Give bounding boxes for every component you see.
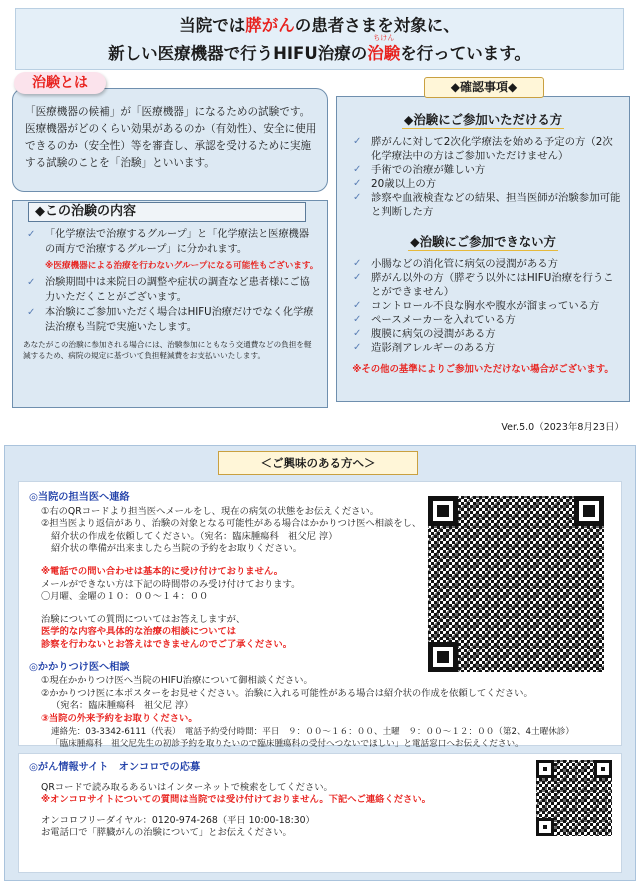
text-line: 「臨床腫瘍科 祖父尼先生の初診予約を取りたいので臨床腫瘍科の受付へつないでほしい」と電話窓口へお伝えください。: [51, 739, 524, 750]
text-line: 連絡先：03-3342-6111（代表） 電話予約受付時間：平日 ９：００〜１６：００、土曜 ９：００〜１２：００（第2、4土曜休診）: [51, 726, 574, 737]
trial-content-list: [23, 227, 319, 257]
trial-content-list-2: [23, 275, 319, 335]
group-note: ※医療機器による治療を行わないグループになる可能性もございます。: [45, 261, 319, 271]
definition-text: 「医療機器の候補」が「医療機器」になるための試験です。医療機器がどのくらい効果があるのか（有効性）、安全に使用できるのか（安全性）等を審査し、承認を受けるために実施する試験のことを「治験」といいます。: [25, 106, 317, 169]
text-line: 治験についての質問についてはお答えしますが、: [41, 613, 246, 625]
text-line: オンコロフリーダイヤル：0120-974-268（平日 10:00-18:30）: [41, 814, 315, 826]
oncolo-card: [18, 753, 622, 873]
text-line: メールができない方は下記の時間帯のみ受け付けております。: [41, 578, 301, 590]
list-item: ✓ 腹膜に病気の浸潤がある方: [343, 327, 623, 341]
consult-warning: 医学的な内容や具体的な治療の相談については: [41, 626, 237, 638]
eligible-list: [343, 135, 623, 219]
check-items-box: [336, 96, 630, 402]
list-item: ✓ 造影剤アレルギーのある方: [343, 341, 623, 355]
trial-content-heading: ◆この治験の内容: [28, 202, 306, 222]
eligible-heading: ◆治験にご参加いただける方: [403, 112, 563, 127]
text-line: ②かかりつけ医に本ポスターをお見せください。治験に入れる可能性がある場合は紹介状の作成を依頼してください。: [41, 687, 533, 699]
check-items-tag: ◆確認事項◆: [424, 77, 544, 98]
text-line: （宛名：臨床腫瘍科 祖父尼 淳）: [51, 700, 194, 712]
definition-box: [12, 88, 328, 192]
list-item: ✓ ペースメーカーを入れている方: [343, 313, 623, 327]
appointment-note: ③当院の外来予約をお取りください。: [41, 712, 198, 724]
list-item: ✓ 本治験にご参加いただく場合はHIFU治療だけでなく化学療法治療も当院で実施いたします。: [23, 305, 319, 335]
text-line: お電話口で「膵臓がんの治験について」とお伝えください。: [41, 827, 292, 839]
section-heading: ◎がん情報サイト オンコロでの応募: [29, 762, 201, 773]
text-line: ②担当医より返信があり、治験の対象となる可能性がある場合はかかりつけ医へ相談をし、: [41, 518, 422, 530]
expense-note: あなたがこの治験に参加される場合には、治験参加にともなう交通費などの負担を軽減するため、病院の規定に基づいて負担軽減費をお支払いいたします。: [23, 340, 312, 360]
title-line-1: 当院では膵がんの患者さまを対象に、: [179, 16, 460, 35]
text-line: 〇月曜、金曜の１０：００〜１４：００: [41, 591, 209, 603]
oncolo-warning: ※オンコロサイトについての質問は当院では受け付けておりません。下記へご連絡ください。: [41, 794, 431, 806]
title-ruby-word: ちけん 治験: [367, 34, 401, 63]
list-item: ✓ 「化学療法で治療するグループ」と「化学療法と医療機器の両方で治療するグループ」に分かれます。: [23, 227, 319, 257]
list-item: ✓ 膵がんに対して2次化学療法を始める予定の方（2次化学療法中の方はご参加いただけません）: [343, 135, 623, 163]
section-heading: ◎かかりつけ医へ相談: [29, 661, 130, 673]
list-item: ✓ 手術での治療が難しい方: [343, 163, 623, 177]
list-item: ✓ 診察や血液検査などの結果、担当医師が治験参加可能と判断した方: [343, 191, 623, 219]
list-item: ✓ 膵がん以外の方（膵ぞう以外にはHIFU治療を行うことができません）: [343, 271, 623, 299]
interest-heading: ＜ご興味のある方へ＞: [218, 451, 418, 475]
version-label: Ver.5.0（2023年8月23日）: [501, 422, 624, 433]
title-banner: [15, 8, 624, 70]
list-item: ✓ コントロール不良な胸水や腹水が溜まっている方: [343, 299, 623, 313]
list-item: ✓ 小腸などの消化管に病気の浸潤がある方: [343, 257, 623, 271]
list-item: ✓ 20歳以上の方: [343, 177, 623, 191]
section-heading: ◎当院の担当医へ連絡: [29, 492, 130, 503]
ineligible-list: [343, 257, 623, 355]
other-criteria-note: ※その他の基準によりご参加いただけない場合がございます。: [352, 364, 614, 375]
text-line: QRコードで読み取るあるいはインターネットで検索をしてください。: [41, 781, 333, 793]
doctor-qr-code[interactable]: [428, 496, 604, 672]
consult-warning: 診察を行わないとお答えはできませんのでご了承ください。: [41, 638, 293, 650]
list-item: ✓ 治験期間中は来院日の調整や症状の調査など患者様にご協力いただくことがございます。: [23, 275, 319, 305]
phone-warning: ※電話での問い合わせは基本的に受け付けておりません。: [41, 565, 284, 577]
text-line: ①現在かかりつけ医へ当院のHIFU治療について御相談ください。: [41, 675, 313, 687]
text-line: ①右のQRコードより担当医へメールをし、現在の病気の状態をお伝えください。: [41, 505, 380, 517]
title-line-2: 新しい医療機器で行うHIFU治療の ちけん 治験を行っています。: [108, 34, 531, 63]
text-line: 紹介状の作成を依頼してください。（宛名：臨床腫瘍科 祖父尼 淳）: [51, 530, 338, 542]
oncolo-qr-code[interactable]: [536, 760, 612, 836]
definition-tag: 治験とは: [14, 72, 106, 94]
trial-content-box: [12, 200, 328, 408]
ineligible-heading: ◆治験にご参加できない方: [410, 234, 556, 249]
text-line: 紹介状の準備が出来ましたら当院の予約をお取りください。: [51, 543, 303, 555]
